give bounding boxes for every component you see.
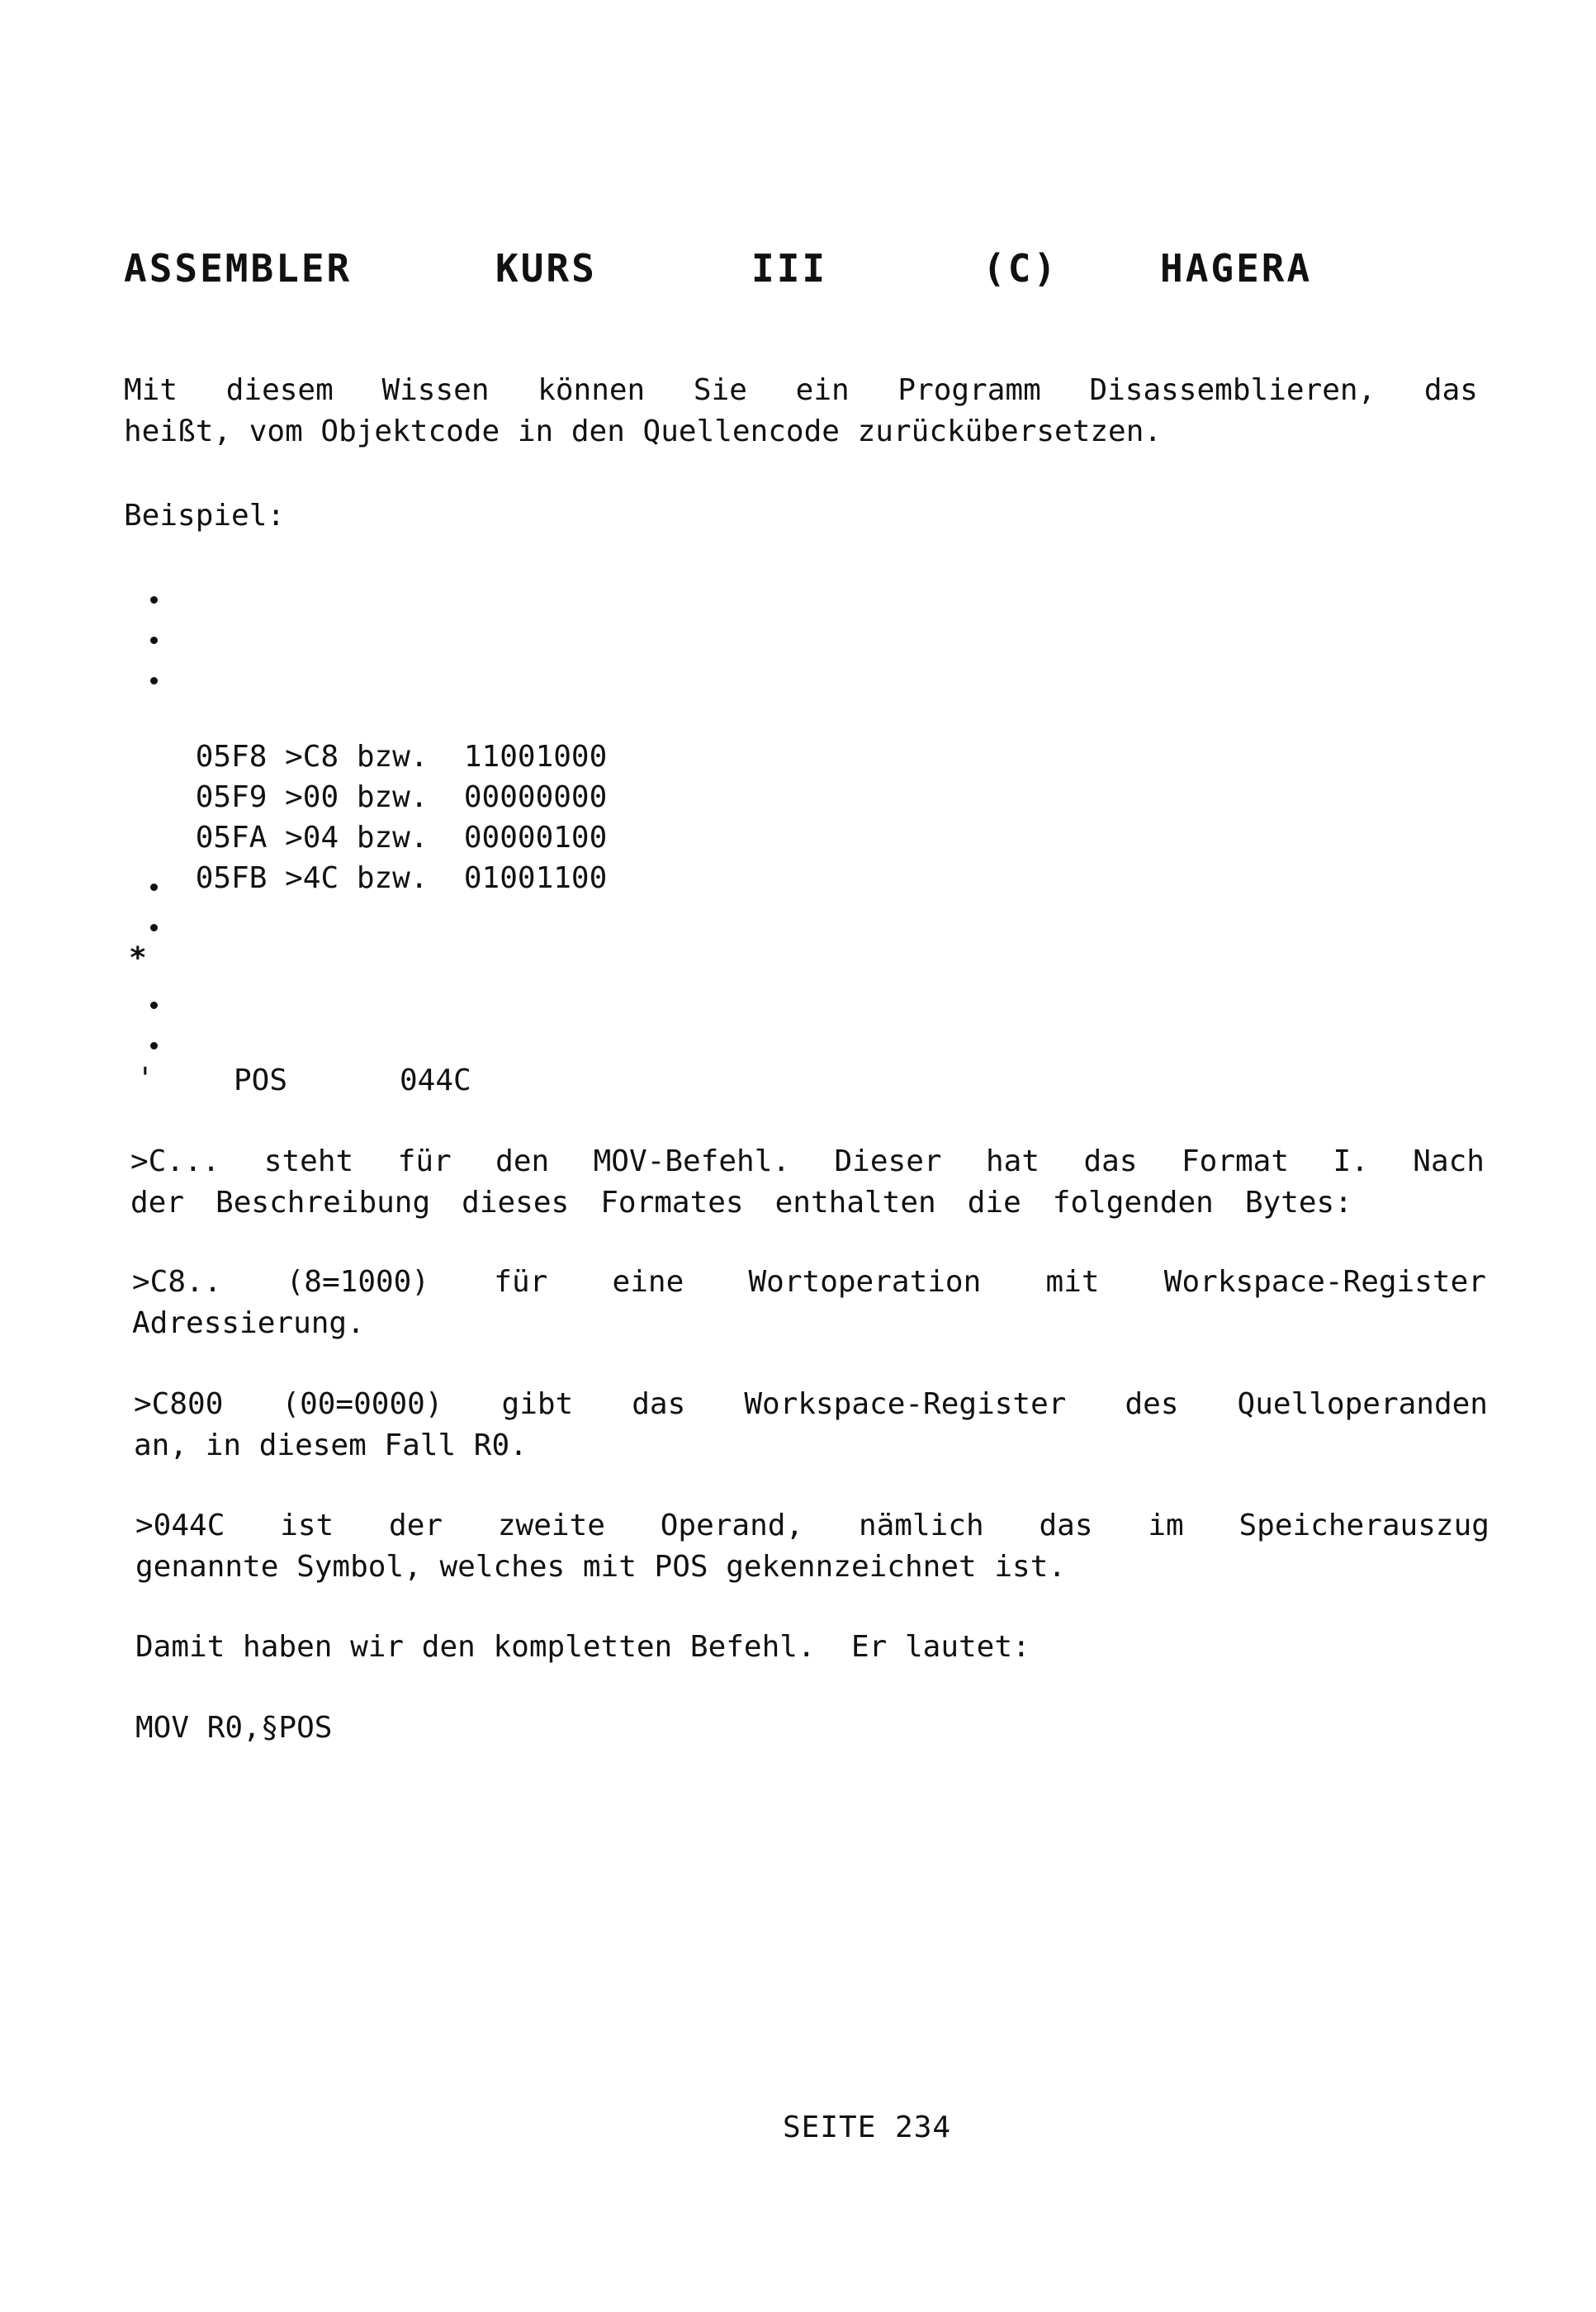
word: ist bbox=[280, 1509, 334, 1542]
ellipsis-dot bbox=[150, 637, 158, 644]
word: Nach bbox=[1413, 1144, 1485, 1178]
word: Disassemblieren, bbox=[1089, 373, 1376, 407]
word: nämlich bbox=[858, 1509, 984, 1542]
word: Format bbox=[1181, 1144, 1290, 1178]
title-word: ASSEMBLER bbox=[124, 246, 353, 291]
word: (8=1000) bbox=[286, 1265, 430, 1299]
title-word: HAGERA bbox=[1160, 246, 1313, 291]
justified-line bbox=[124, 370, 1478, 411]
word: Workspace-Register bbox=[744, 1387, 1067, 1421]
binary-value: 01001100 bbox=[463, 861, 608, 895]
explanation-c800 bbox=[134, 1384, 1488, 1466]
word: Quelloperanden bbox=[1237, 1387, 1488, 1421]
word: im bbox=[1148, 1509, 1184, 1542]
word: Mit bbox=[124, 373, 178, 407]
example-label: Beispiel: bbox=[124, 499, 286, 533]
word: Programm bbox=[897, 373, 1041, 407]
page-number: SEITE 234 bbox=[783, 2111, 952, 2144]
word: das bbox=[632, 1387, 686, 1421]
word: zweite bbox=[497, 1509, 605, 1542]
page-title bbox=[124, 246, 1412, 292]
explanation-c8 bbox=[132, 1262, 1486, 1344]
address: 05F8 bbox=[195, 740, 268, 774]
paragraph-last-line: an, in diesem Fall R0. bbox=[134, 1428, 528, 1462]
justified-line bbox=[130, 1141, 1485, 1182]
paragraph-last-line: genannte Symbol, welches mit POS gekennzeichnet ist. bbox=[135, 1550, 1067, 1584]
explanation-mov bbox=[130, 1141, 1485, 1224]
title-word: (C) bbox=[983, 246, 1059, 291]
word: für bbox=[494, 1265, 548, 1299]
word: enthalten bbox=[774, 1186, 936, 1220]
word: >044C bbox=[135, 1509, 225, 1542]
word: die bbox=[967, 1186, 1021, 1220]
hex-value: >C8 bbox=[285, 740, 339, 774]
word: Dieser bbox=[834, 1144, 942, 1178]
word: ein bbox=[795, 373, 850, 407]
symbol-value: 044C bbox=[400, 1064, 471, 1097]
ellipsis-dot bbox=[150, 1002, 158, 1009]
word: Formates bbox=[600, 1186, 744, 1220]
binary-value: 00000000 bbox=[463, 780, 608, 814]
binary-value: 11001000 bbox=[463, 740, 608, 774]
word: hat bbox=[986, 1144, 1040, 1178]
ellipsis-dot bbox=[150, 596, 158, 604]
word: Sie bbox=[693, 373, 747, 407]
word: können bbox=[538, 373, 646, 407]
word: I. bbox=[1333, 1144, 1369, 1178]
word: >C8.. bbox=[132, 1265, 222, 1299]
title-word: III bbox=[751, 246, 828, 291]
word: Wortoperation bbox=[748, 1265, 982, 1299]
word: gibt bbox=[501, 1387, 574, 1421]
word: Beschreibung bbox=[215, 1186, 431, 1220]
intro-paragraph bbox=[124, 370, 1478, 452]
word: Speicherauszug bbox=[1238, 1509, 1489, 1542]
justified-line bbox=[132, 1262, 1486, 1303]
address: 05FA bbox=[195, 821, 268, 855]
word: das bbox=[1039, 1509, 1093, 1542]
word: Workspace-Register bbox=[1163, 1265, 1486, 1299]
address: 05F9 bbox=[195, 780, 268, 814]
ellipsis-dot bbox=[150, 924, 158, 931]
word: steht bbox=[263, 1144, 354, 1178]
separator: bzw. bbox=[356, 780, 429, 814]
asterisk-marker: * bbox=[129, 941, 147, 975]
word: eine bbox=[612, 1265, 684, 1299]
word: dieses bbox=[462, 1186, 570, 1220]
word: Bytes: bbox=[1244, 1186, 1352, 1220]
tick-mark: ' bbox=[136, 1062, 154, 1096]
word: Operand, bbox=[660, 1509, 804, 1542]
word: der bbox=[389, 1509, 443, 1542]
listing-row bbox=[124, 817, 607, 939]
result-instruction: MOV R0,§POS bbox=[135, 1711, 333, 1745]
justified-line bbox=[130, 1182, 1352, 1224]
hex-value: >4C bbox=[285, 861, 339, 895]
hex-value: >00 bbox=[285, 780, 339, 814]
word: >C... bbox=[130, 1144, 220, 1178]
word: Wissen bbox=[381, 373, 490, 407]
word: diesem bbox=[225, 373, 334, 407]
ellipsis-dot bbox=[150, 884, 158, 891]
symbol-name: POS bbox=[234, 1064, 288, 1097]
explanation-044c bbox=[135, 1505, 1489, 1588]
separator: bzw. bbox=[356, 740, 429, 774]
title-word: KURS bbox=[495, 246, 597, 291]
word: der bbox=[130, 1186, 185, 1220]
ellipsis-dot bbox=[150, 677, 158, 685]
binary-value: 00000100 bbox=[463, 821, 608, 855]
word: das bbox=[1083, 1144, 1138, 1178]
word: folgenden bbox=[1052, 1186, 1214, 1220]
separator: bzw. bbox=[356, 861, 429, 895]
word: für bbox=[397, 1144, 452, 1178]
ellipsis-dot bbox=[150, 1042, 158, 1049]
word: (00=0000) bbox=[282, 1387, 443, 1421]
separator: bzw. bbox=[356, 821, 429, 855]
address: 05FB bbox=[195, 861, 268, 895]
justified-line bbox=[134, 1384, 1488, 1425]
word: mit bbox=[1045, 1265, 1100, 1299]
paragraph-last-line: Adressierung. bbox=[132, 1306, 365, 1340]
word: MOV-Befehl. bbox=[593, 1144, 791, 1178]
word: des bbox=[1125, 1387, 1179, 1421]
word: das bbox=[1423, 373, 1478, 407]
summary-text: Damit haben wir den kompletten Befehl. Er lautet: bbox=[135, 1630, 1030, 1664]
paragraph-last-line: heißt, vom Objektcode in den Quellencode zurückübersetzen. bbox=[124, 415, 1163, 448]
hex-value: >04 bbox=[285, 821, 339, 855]
word: >C800 bbox=[134, 1387, 224, 1421]
word: den bbox=[495, 1144, 550, 1178]
justified-line bbox=[135, 1505, 1489, 1547]
